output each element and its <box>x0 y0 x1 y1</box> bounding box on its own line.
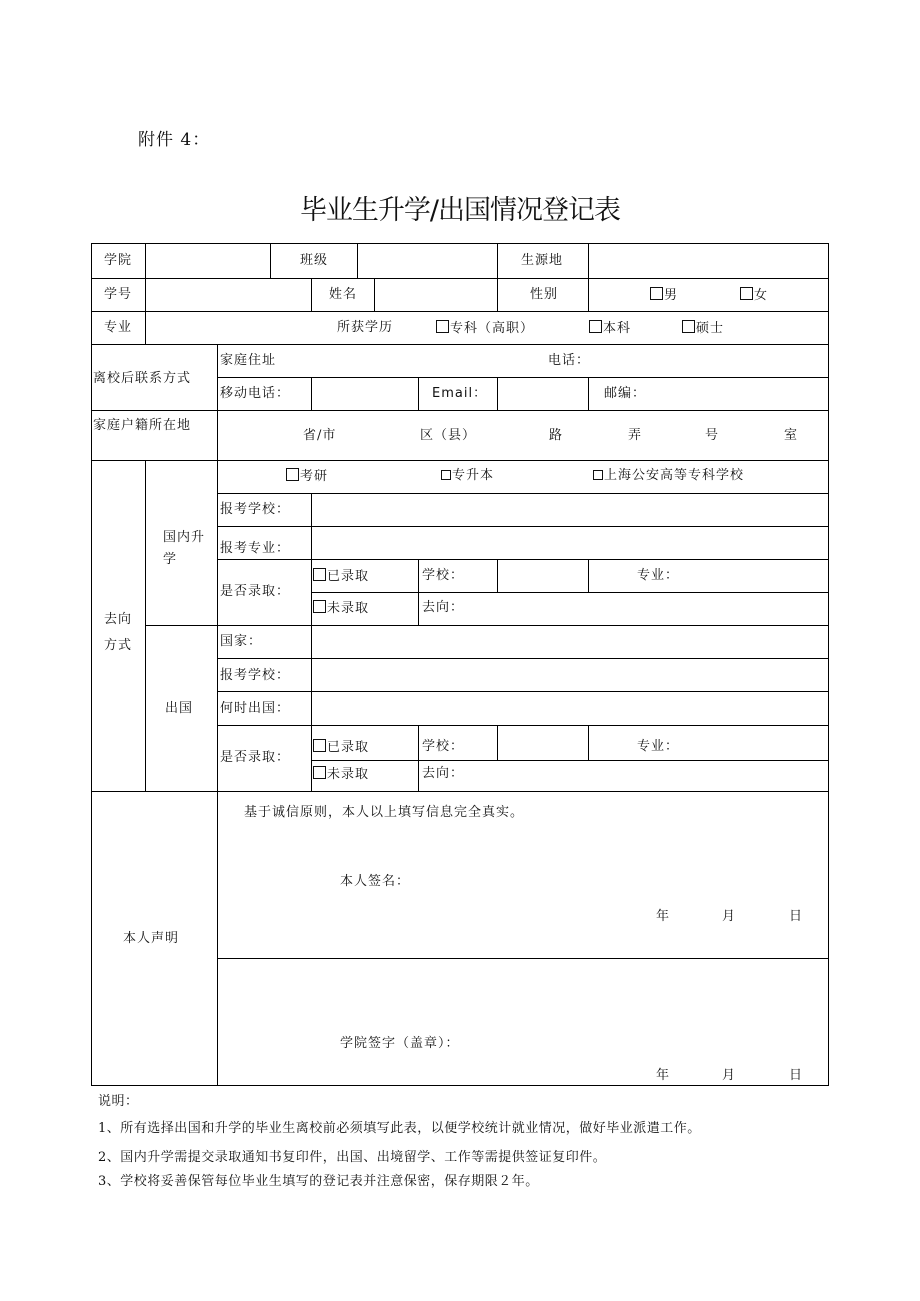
number-label: 号 <box>705 428 720 443</box>
notes-heading: 说明： <box>98 1094 139 1109</box>
master-checkbox[interactable] <box>682 320 695 333</box>
not-admitted-checkbox[interactable] <box>313 600 326 613</box>
province-label: 省/市 <box>303 428 337 443</box>
name-label: 姓名 <box>329 287 358 302</box>
contact-label: 离校后联系方式 <box>93 371 192 386</box>
student-id-label: 学号 <box>104 287 133 302</box>
seal-year: 年 <box>656 1068 671 1083</box>
degree-label: 所获学历 <box>337 320 394 335</box>
origin-label: 生源地 <box>521 253 564 268</box>
destination-label: 去向方式 <box>104 612 133 653</box>
lane-label: 弄 <box>628 428 643 443</box>
signature-label: 本人签名： <box>340 874 411 889</box>
postgrad-checkbox[interactable] <box>286 468 299 481</box>
hukou-label: 家庭户籍所在地 <box>93 418 192 433</box>
admitted-option-2[interactable]: 已录取 <box>313 739 369 756</box>
major-label-2: 专业： <box>637 568 680 583</box>
domestic-label: 国内升学 <box>163 530 206 567</box>
home-address-label: 家庭住址 <box>220 353 277 368</box>
postgrad-option[interactable]: 考研 <box>286 468 328 485</box>
bachelor-checkbox[interactable] <box>589 320 602 333</box>
note-item: 2、国内升学需提交录取通知书复印件，出国、出境留学、工作等需提供签证复印件。 <box>98 1150 607 1165</box>
declaration-text: 基于诚信原则，本人以上填写信息完全真实。 <box>244 805 525 820</box>
seal-day: 日 <box>789 1068 804 1083</box>
school-label: 学校： <box>422 568 465 583</box>
apply-school-label-2: 报考学校： <box>220 668 291 683</box>
female-checkbox[interactable] <box>740 287 753 300</box>
sign-day: 日 <box>789 909 804 924</box>
gender-label: 性别 <box>530 287 559 302</box>
college-label: 学院 <box>104 253 133 268</box>
junior-option[interactable]: 专科（高职） <box>436 320 534 337</box>
upgrade-checkbox[interactable] <box>441 470 451 480</box>
phone-label: 电话： <box>548 353 591 368</box>
room-label: 室 <box>784 428 799 443</box>
class-label: 班级 <box>300 253 329 268</box>
note-item: 3、学校将妥善保管每位毕业生填写的登记表并注意保密，保存期限２年。 <box>98 1174 539 1189</box>
junior-checkbox[interactable] <box>436 320 449 333</box>
college-sign-label: 学院签字（盖章）： <box>340 1036 460 1051</box>
apply-major-label: 报考专业： <box>220 541 291 556</box>
admitted-checkbox[interactable] <box>313 568 326 581</box>
male-option[interactable]: 男 <box>650 287 678 304</box>
upgrade-option[interactable]: 专升本 <box>441 468 494 484</box>
bachelor-option[interactable]: 本科 <box>589 320 631 337</box>
admitted-option[interactable]: 已录取 <box>313 568 369 585</box>
whereabouts-label-2: 去向： <box>422 766 465 781</box>
police-school-checkbox[interactable] <box>593 470 603 480</box>
mobile-label: 移动电话： <box>220 386 291 401</box>
abroad-when-label: 何时出国： <box>220 701 291 716</box>
email-label: Email： <box>432 386 488 401</box>
male-checkbox[interactable] <box>650 287 663 300</box>
attachment-label: 附件 4： <box>138 130 211 150</box>
not-admitted-option-2[interactable]: 未录取 <box>313 766 369 783</box>
apply-school-label: 报考学校： <box>220 502 291 517</box>
note-item: 1、所有选择出国和升学的毕业生离校前必须填写此表，以便学校统计就业情况，做好毕业派遣工作。 <box>98 1121 701 1136</box>
master-option[interactable]: 硕士 <box>682 320 724 337</box>
not-admitted-checkbox-2[interactable] <box>313 766 326 779</box>
sign-month: 月 <box>722 909 737 924</box>
major-label-3: 专业： <box>637 739 680 754</box>
sign-year: 年 <box>656 909 671 924</box>
abroad-label: 出国 <box>165 701 194 716</box>
form-title: 毕业生升学/出国情况登记表 <box>299 195 621 226</box>
district-label: 区（县） <box>420 428 477 443</box>
admitted-question-label-2: 是否录取： <box>220 750 291 765</box>
whereabouts-label: 去向： <box>422 600 465 615</box>
admitted-question-label: 是否录取： <box>220 584 291 599</box>
postcode-label: 邮编： <box>604 386 647 401</box>
police-school-option[interactable]: 上海公安高等专科学校 <box>593 468 744 484</box>
seal-month: 月 <box>722 1068 737 1083</box>
road-label: 路 <box>549 428 564 443</box>
school-label-2: 学校： <box>422 739 465 754</box>
admitted-checkbox-2[interactable] <box>313 739 326 752</box>
not-admitted-option[interactable]: 未录取 <box>313 600 369 617</box>
country-label: 国家： <box>220 634 263 649</box>
major-label: 专业 <box>104 320 133 335</box>
female-option[interactable]: 女 <box>740 287 768 304</box>
declaration-label: 本人声明 <box>123 931 180 946</box>
